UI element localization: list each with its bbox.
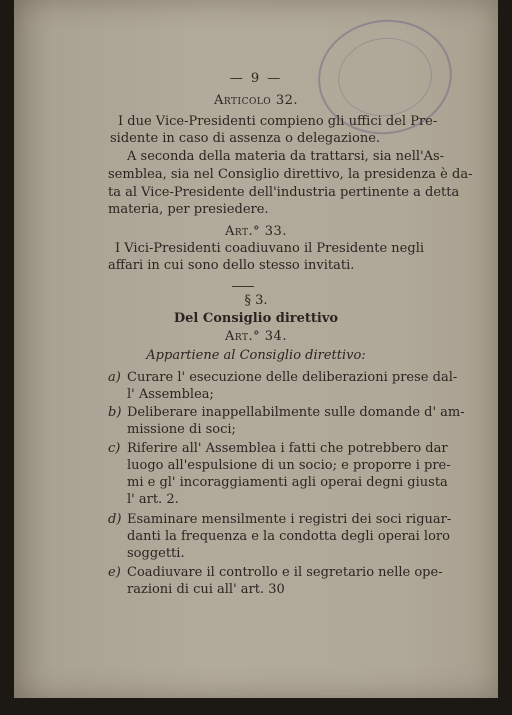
item-line: soggetti.	[127, 546, 185, 561]
item-letter: e)	[108, 565, 121, 580]
item-line: luogo all'espulsione di un socio; e proporre i pre-	[127, 458, 451, 473]
section-number: § 3.	[244, 293, 268, 308]
item-line: Esaminare mensilmente i registri dei soci riguar-	[127, 512, 452, 527]
article-32-heading: Articolo 32.	[214, 93, 298, 108]
article-32-p2-line3: ta al Vice-Presidente dell'industria pertinente a detta	[108, 185, 460, 200]
article-32-p2-line2: semblea, sia nel Consiglio direttivo, la presidenza è da-	[108, 167, 473, 182]
section-intro: Appartiene al Consiglio direttivo:	[146, 348, 366, 363]
article-33-line1: I Vici-Presidenti coadiuvano il Presidente negli	[115, 241, 425, 256]
article-32-p2-line1: A seconda della materia da trattarsi, sia nell'As-	[127, 149, 445, 164]
article-32-p2-line4: materia, per presiedere.	[108, 202, 269, 217]
item-line: Deliberare inappellabilmente sulle domande d' am-	[127, 405, 465, 420]
item-letter: d)	[108, 512, 122, 527]
article-34-heading: Art.° 34.	[225, 329, 287, 344]
article-32-p1-line2: sidente in caso di assenza o delegazione.	[110, 131, 381, 146]
item-letter: c)	[108, 441, 121, 456]
item-letter: b)	[108, 405, 122, 420]
item-line: razioni di cui all' art. 30	[127, 582, 285, 597]
item-line: l' Assemblea;	[127, 387, 214, 402]
item-line: Curare l' esecuzione delle deliberazioni prese dal-	[127, 370, 458, 385]
article-33-heading: Art.° 33.	[225, 224, 287, 239]
item-letter: a)	[108, 370, 121, 385]
item-line: l' art. 2.	[127, 492, 179, 507]
separator-rule	[232, 286, 254, 287]
section-title: Del Consiglio direttivo	[173, 311, 339, 326]
item-line: Riferire all' Assemblea i fatti che potrebbero dar	[127, 441, 448, 456]
item-line: danti la frequenza e la condotta degli operai loro	[127, 529, 450, 544]
item-line: mi e gl' incoraggiamenti agli operai degni giusta	[127, 475, 448, 490]
item-line: Coadiuvare il controllo e il segretario nelle ope-	[127, 565, 443, 580]
article-33-line2: affari in cui sono dello stesso invitati.	[108, 258, 355, 273]
article-32-p1-line1: I due Vice-Presidenti compieno gli uffici del Pre-	[118, 114, 438, 129]
page-number: — 9 —	[229, 71, 283, 86]
item-line: missione di soci;	[127, 422, 236, 437]
